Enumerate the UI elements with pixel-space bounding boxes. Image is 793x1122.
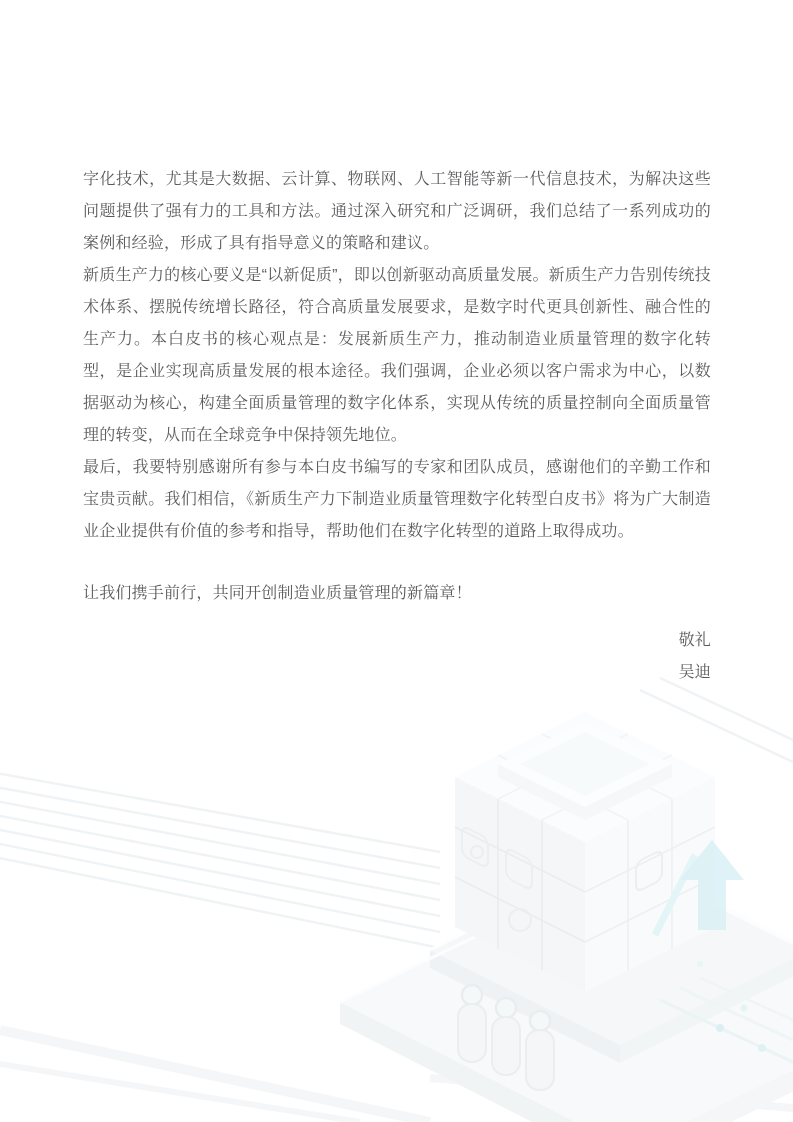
cell-icons xyxy=(462,826,662,931)
bottom-streaks xyxy=(0,1030,793,1122)
cube-lid xyxy=(498,721,672,820)
paragraph: 新质生产力的核心要义是“以新促质”，即以创新驱动高质量发展。新质生产力告别传统技术体系、摆脱传统增长路径，符合高质量发展要求，是数字时代更具创新性、融合性的生产力。本白皮书的核心观点是：发展新质生产力，推动制造业质量管理的数字化转型，是企业实现高质量发展的根本途径。我们强调，企业必须以客户需求为中心，以数据驱动为核心，构建全面质量管理的数字化体系，实现从传统的质量控制向全面质量管理的转变，从而在全球竞争中保持领先地位。 xyxy=(83,267,711,444)
up-arrow-icon xyxy=(655,840,744,935)
paragraph: 最后，我要特别感谢所有参与本白皮书编写的专家和团队成员，感谢他们的辛勤工作和宝贵贡献。我们相信，《新质生产力下制造业质量管理数字化转型白皮书》将为广大制造业企业提供有价值的参考和指导，帮助他们在数字化转型的道路上取得成功。 xyxy=(83,459,711,540)
signer-name: 吴迪 xyxy=(678,664,711,681)
signature-block xyxy=(83,625,711,689)
closing-line: 让我们携手前行，共同开创制造业质量管理的新篇章！ xyxy=(83,585,472,602)
cube-icon xyxy=(455,712,715,992)
perspective-lines xyxy=(0,678,793,948)
salute-text: 敬礼 xyxy=(678,632,711,649)
people-icons xyxy=(458,985,554,1090)
preface-text-block xyxy=(83,164,711,689)
paragraph: 字化技术，尤其是大数据、云计算、物联网、人工智能等新一代信息技术，为解决这些问题提供了强有力的工具和方法。通过深入研究和广泛调研，我们总结了一系列成功的案例和经验，形成了具有指导意义的策略和建议。 xyxy=(83,171,711,252)
circuit-lines xyxy=(660,961,793,1062)
platform xyxy=(340,855,793,1122)
